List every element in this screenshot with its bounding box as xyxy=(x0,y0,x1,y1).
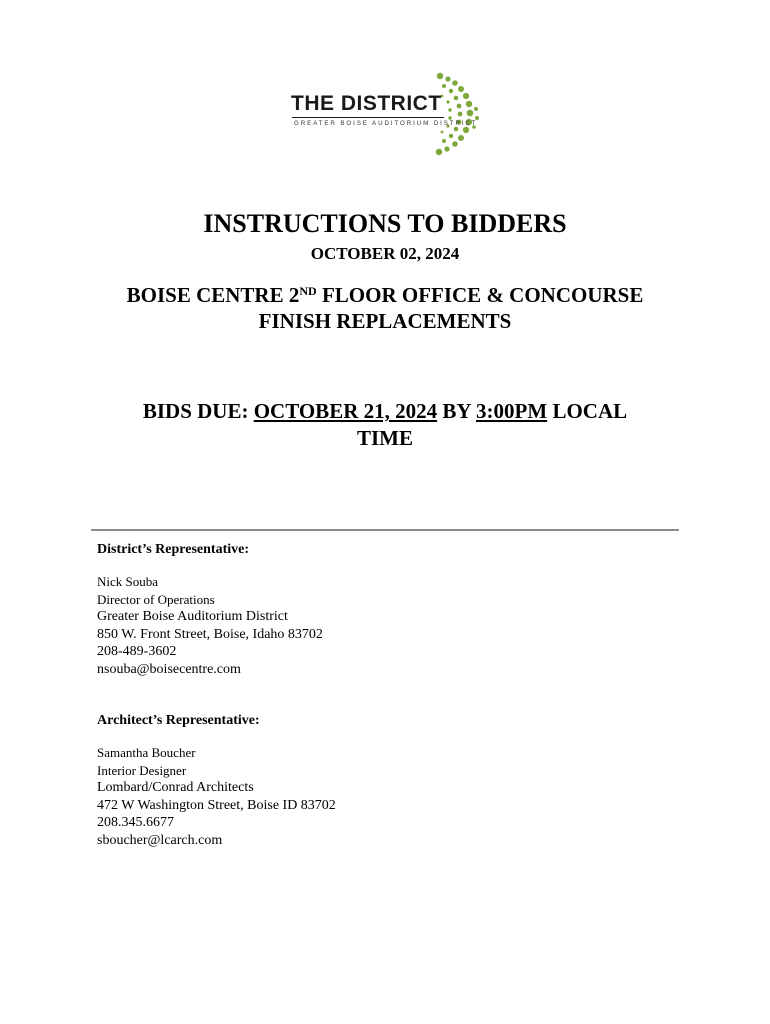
logo-tagline: GREATER BOISE AUDITORIUM DISTRICT xyxy=(294,120,478,127)
project-ordinal-suffix: ND xyxy=(299,284,317,298)
district-rep-address: 850 W. Front Street, Boise, Idaho 83702 xyxy=(97,626,323,642)
architect-rep-address: 472 W Washington Street, Boise ID 83702 xyxy=(97,797,336,813)
bids-due xyxy=(0,398,770,452)
logo-name: THE DISTRICT xyxy=(291,92,442,115)
bids-due-prefix: BIDS DUE: xyxy=(142,399,254,423)
section-divider xyxy=(91,529,679,531)
bids-due-time: 3:00PM xyxy=(476,399,548,423)
project-suffix: FLOOR OFFICE & CONCOURSE xyxy=(316,283,644,307)
architect-rep-organization: Lombard/Conrad Architects xyxy=(97,780,254,795)
project-title-line-1 xyxy=(0,282,770,308)
district-rep-organization: Greater Boise Auditorium District xyxy=(97,609,288,624)
architect-rep-title: Interior Designer xyxy=(97,762,187,778)
district-rep-title: Director of Operations xyxy=(97,591,215,607)
project-title xyxy=(0,282,770,334)
architect-rep-name: Samantha Boucher xyxy=(97,745,196,760)
project-title-line-2: FINISH REPLACEMENTS xyxy=(258,309,512,333)
bids-due-date: OCTOBER 21, 2024 xyxy=(253,399,438,423)
district-rep-contact xyxy=(97,573,323,678)
project-prefix: BOISE CENTRE 2 xyxy=(126,283,300,307)
document-title: INSTRUCTIONS TO BIDDERS xyxy=(203,209,567,238)
architect-rep-phone: 208.345.6677 xyxy=(97,815,174,830)
district-rep-heading: District’s Representative: xyxy=(97,542,250,557)
document-date: OCTOBER 02, 2024 xyxy=(310,244,460,263)
district-rep-name: Nick Souba xyxy=(97,574,159,589)
bids-due-local: LOCAL xyxy=(547,399,628,423)
district-logo xyxy=(288,72,484,156)
logo-rule xyxy=(292,117,444,118)
architect-rep-contact xyxy=(97,744,336,849)
district-rep-phone: 208-489-3602 xyxy=(97,644,177,659)
district-rep-email: nsouba@boisecentre.com xyxy=(97,661,241,677)
bids-due-line-1 xyxy=(0,398,770,425)
bids-due-line-2: TIME xyxy=(356,426,413,450)
bids-due-by: BY xyxy=(437,399,477,423)
architect-rep-email: sboucher@lcarch.com xyxy=(97,832,223,848)
architect-rep-heading: Architect’s Representative: xyxy=(97,713,260,728)
